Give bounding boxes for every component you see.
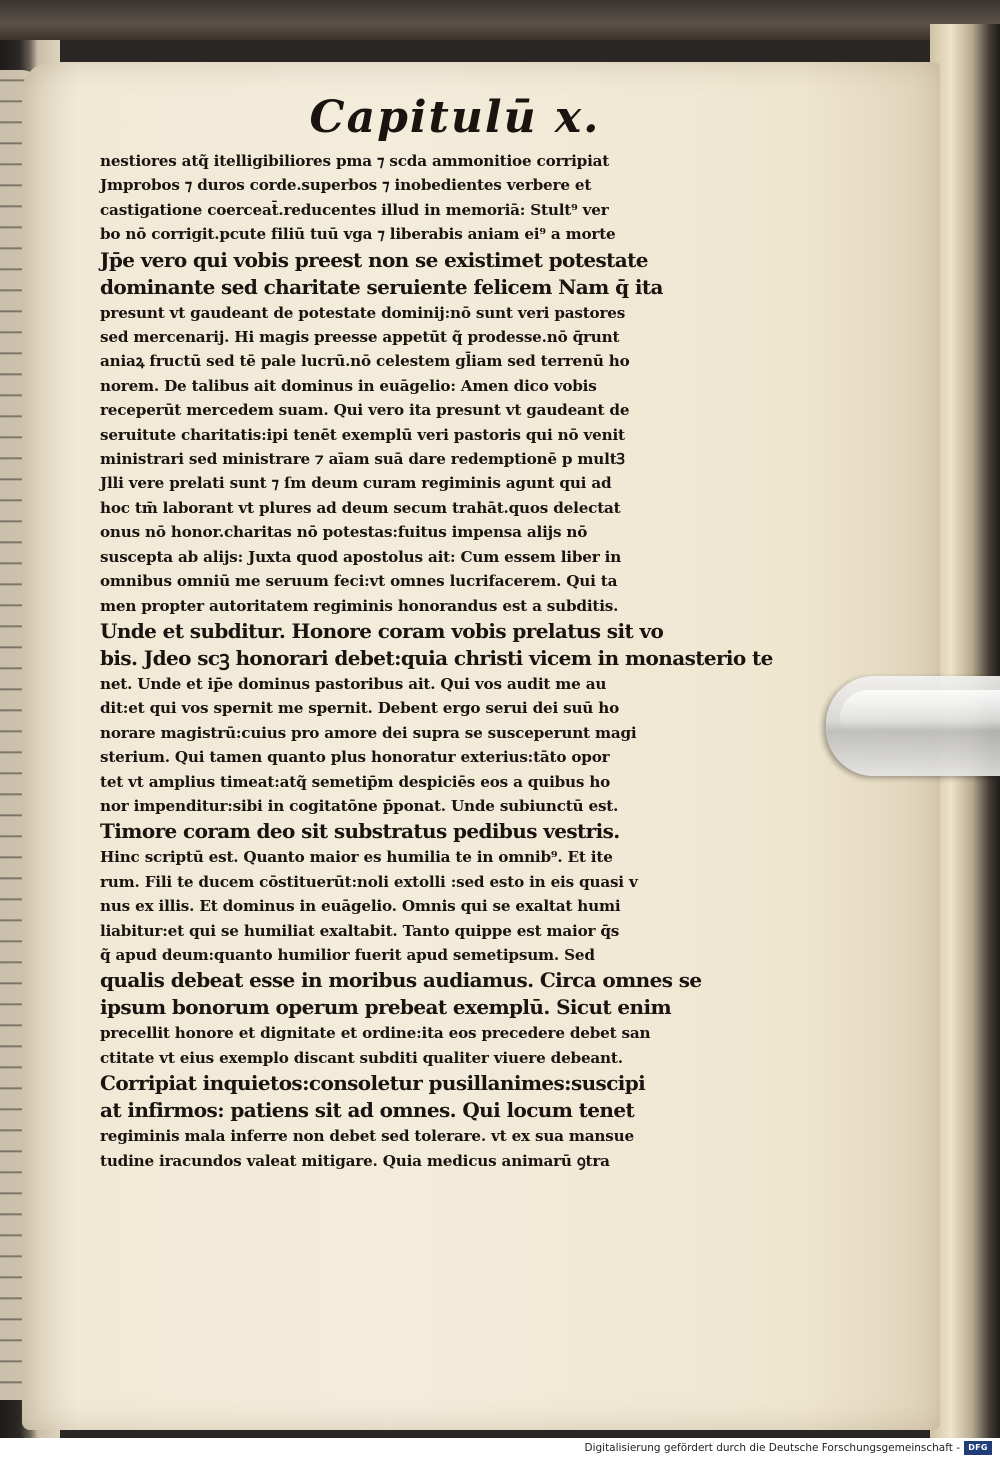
funding-credit: Digitalisierung gefördert durch die Deutsche Forschungsgemeinschaft - (584, 1442, 960, 1454)
chapter-heading: Capitulū x. (309, 92, 601, 143)
text-line: hoc tm̄ laborant vt plures ad deum secum trahāt.quos delectat (100, 498, 621, 517)
text-line: onus nō honor.charitas nō potestas:fuitus impensa alijs nō (100, 523, 588, 542)
text-line: Hinc scriptū est. Quanto maior es humilia te in omnib⁹. Et ite (100, 848, 613, 867)
book-top-edge (0, 0, 1000, 40)
text-line: sterium. Qui tamen quanto plus honoratur exterius:tāto opor (100, 748, 610, 767)
text-line: Jp̄e vero qui vobis preest non se existimet potestate (100, 247, 648, 272)
text-line: bo nō corrigit.pcute filiū tuū vga ⁊ liberabis aniam ei⁹ a morte (100, 225, 616, 244)
text-line: ministrari sed ministrare ⁊ aīam suā dare redemptionē p multꝪ (100, 450, 625, 469)
text-line: suscepta ab alijs: Juxta quod apostolus ait: Cum essem liber in (100, 547, 622, 566)
text-line: Unde et subditur. Honore coram vobis prelatus sit vo (100, 618, 664, 643)
text-line: q̃ apud deum:quanto humilior fuerit apud semetipsum. Sed (100, 945, 595, 964)
text-line: rum. Fili te ducem cōstituerūt:noli extolli :sed esto in eis quasi v (100, 872, 638, 891)
page-text-block (100, 92, 780, 1173)
text-line: Jmprobos ⁊ duros corde.superbos ⁊ inobedientes verbere et (100, 176, 592, 195)
dfg-logo-icon: DFG (964, 1441, 992, 1455)
text-line: at infirmos: patiens sit ad omnes. Qui locum tenet (100, 1098, 635, 1123)
text-line: nestiores atq̃ itelligibiliores pma ⁊ scda ammonitioe corripiat (100, 152, 610, 170)
text-line: Timore coram deo sit substratus pedibus vestris. (100, 819, 620, 844)
text-line: castigatione coerceat̄.reducentes illud in memoriā: Stult⁹ ver (100, 200, 609, 219)
footer-bar (0, 1438, 1000, 1460)
text-line: men propter autoritatem regiminis honorandus est a subditis. (100, 596, 619, 615)
text-line: norare magistrū:cuius pro amore dei supra se susceperunt magi (100, 723, 637, 742)
text-lines (100, 149, 780, 1173)
text-line: net. Unde et ip̄e dominus pastoribus ait. Qui vos audit me au (100, 674, 607, 693)
text-line: presunt vt gaudeant de potestate dominij:nō sunt veri pastores (100, 303, 626, 322)
text-line: seruitute charitatis:ipi tenēt exemplū veri pastoris qui nō venit (100, 425, 625, 444)
text-line: omnibus omniū me seruum feci:vt omnes lucrifacerem. Qui ta (100, 572, 618, 591)
text-line: aniaꝝ fructū sed tē pale lucrū.nō celestem gl̄iam sed terrenū ho (100, 352, 630, 371)
text-line: tudine iracundos valeat mitigare. Quia medicus animarū ꝯtra (100, 1151, 610, 1170)
text-line: dominante sed charitate seruiente felicem Nam q̄ ita (100, 274, 663, 299)
text-line: tet vt amplius timeat:atq̃ semetip̄m despiciēs eos a quibus ho (100, 772, 611, 791)
text-line: qualis debeat esse in moribus audiamus. Circa omnes se (100, 968, 702, 993)
text-line: precellit honore et dignitate et ordine:ita eos precedere debet san (100, 1024, 651, 1043)
text-line: nor impenditur:sibi in cogitatōne p̄ponat. Unde subiunctū est. (100, 796, 619, 815)
text-line: nus ex illis. Et dominus in euāgelio. Omnis qui se exaltat humi (100, 897, 621, 916)
text-line: ctitate vt eius exemplo discant subditi qualiter viuere debeant. (100, 1048, 623, 1067)
text-line: receperūt mercedem suam. Qui vero ita presunt vt gaudeant de (100, 401, 630, 420)
text-line: norem. De talibus ait dominus in euāgelio: Amen dico vobis (100, 376, 597, 395)
text-line: ipsum bonorum operum prebeat exemplū. Sicut enim (100, 995, 672, 1020)
text-line: Jlli vere prelati sunt ⁊ ſm deum curam regiminis agunt qui ad (100, 474, 612, 493)
text-line: dit:et qui vos spernit me spernit. Debent ergo serui dei suū ho (100, 699, 619, 718)
text-line: sed mercenarij. Hi magis preesse appetūt q̃ prodesse.nō q̄runt (100, 328, 620, 347)
text-line: liabitur:et qui se humiliat exaltabit. Tanto quippe est maior q̄s (100, 921, 620, 940)
text-line: Corripiat inquietos:consoletur pusillanimes:suscipi (100, 1071, 646, 1096)
page-clip-highlight (840, 690, 1000, 730)
text-line: regiminis mala inferre non debet sed tolerare. vt ex sua mansue (100, 1127, 634, 1146)
text-line: bis. Jdeo scꝫ honorari debet:quia christi vicem in monasterio te (100, 645, 773, 670)
